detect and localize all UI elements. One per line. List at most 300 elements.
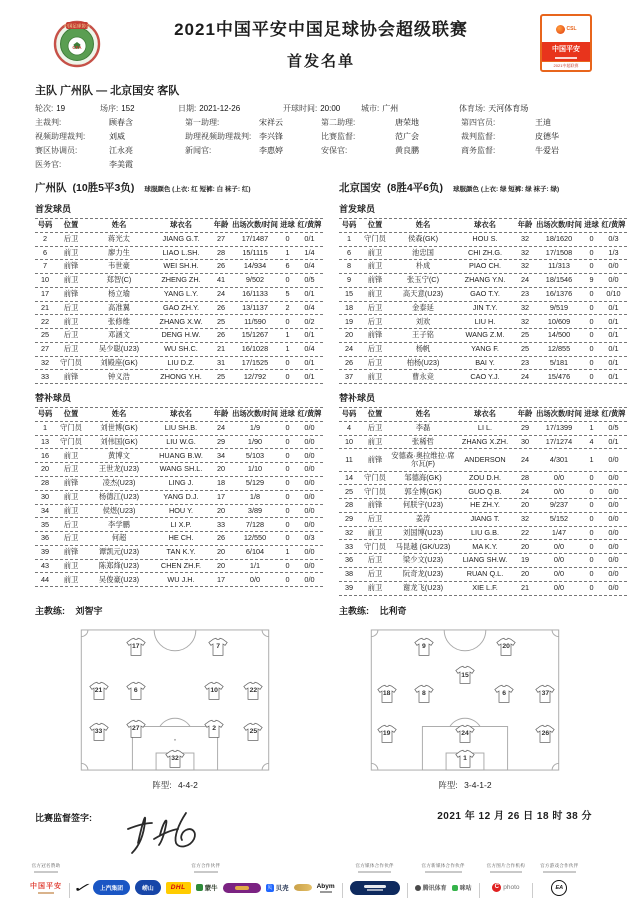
away-subs-table — [339, 407, 627, 595]
table-cell: 5/181 — [549, 357, 569, 367]
column-header: 号码 — [37, 220, 53, 230]
table-cell: 30 — [520, 436, 530, 446]
beike-logo: 贝 贝壳 — [266, 883, 289, 892]
table-cell: 李磊 — [415, 423, 431, 433]
table-cell: 韦世豪 — [108, 261, 130, 271]
table-cell: 0 — [589, 527, 594, 537]
table-cell: 0/4 — [304, 261, 315, 271]
table-cell: 0/0 — [608, 582, 619, 592]
table-cell: 0/3 — [304, 533, 315, 543]
table-cell: 守门员 — [364, 472, 386, 482]
table-cell: 14/934 — [243, 261, 267, 271]
table-cell: 5/152 — [549, 514, 569, 524]
info-pair — [321, 144, 461, 158]
jersey-icon — [165, 750, 185, 769]
info-label: 体育场: — [459, 104, 486, 113]
table-cell: 后卫 — [367, 344, 383, 354]
table-cell: 朴成 — [415, 261, 431, 271]
table-cell: 10 — [344, 436, 354, 446]
table-cell: 前锋 — [63, 289, 79, 299]
column-header: 号码 — [37, 409, 53, 419]
home-subs-table — [35, 407, 323, 587]
table-cell: 0 — [589, 302, 594, 312]
column-header: 进球 — [280, 220, 295, 230]
column-header: 年龄 — [213, 220, 229, 230]
table-cell: 14 — [344, 472, 354, 482]
signing-datetime: 2021 年 12 月 26 日 18 时 38 分 — [437, 810, 592, 822]
table-cell: 24 — [216, 423, 226, 433]
table-cell: 黄博文 — [108, 450, 130, 460]
table-cell: 0/3 — [608, 233, 619, 243]
table-cell: 后卫 — [63, 344, 79, 354]
table-cell: 26 — [216, 302, 226, 312]
info-value: 牛爱岩 — [535, 146, 559, 155]
info-value: 李惠婷 — [259, 146, 283, 155]
jersey-number: 2 — [212, 725, 217, 733]
table-cell: 前卫 — [367, 247, 383, 257]
table-row — [35, 505, 323, 519]
info-value: 王迪 — [535, 118, 551, 127]
table-cell: 0/0 — [608, 500, 619, 510]
sponsor-group — [77, 863, 335, 898]
table-cell: 32 — [520, 302, 530, 312]
table-cell: CAO Y.J. — [470, 371, 500, 381]
jersey-icon — [414, 637, 434, 656]
table-row — [339, 554, 627, 568]
jersey-number: 22 — [249, 687, 258, 695]
table-cell: LIANG SH.W. — [462, 555, 508, 565]
table-cell: 17/1399 — [545, 423, 573, 433]
info-value: 天河体育场 — [488, 104, 529, 113]
table-cell: 34 — [216, 450, 226, 460]
info-label: 轮次: — [35, 104, 54, 113]
table-cell: ZHANG Y.N. — [464, 275, 506, 285]
table-row — [35, 370, 323, 384]
away-formation-value: 3-4-1-2 — [464, 779, 492, 790]
table-cell: 守门员 — [60, 423, 82, 433]
info-label: 比赛监督: — [321, 132, 356, 141]
table-row — [35, 274, 323, 288]
home-kit-colors: 球服颜色 (上衣: 红 短裤: 白 袜子: 红) — [144, 186, 251, 193]
table-cell: ZHANG X.ZH. — [461, 436, 509, 446]
table-cell: 36 — [344, 555, 354, 565]
table-cell: HOU S. — [472, 233, 498, 243]
table-cell: WU SH.C. — [164, 344, 198, 354]
table-cell: 王世龙(U23) — [98, 464, 140, 474]
table-cell: 0 — [285, 491, 290, 501]
table-cell: 32 — [520, 233, 530, 243]
info-pair — [35, 116, 185, 130]
table-cell: ZHANG X.W. — [159, 316, 203, 326]
jersey-number: 18 — [382, 689, 391, 697]
table-cell: 0 — [589, 371, 594, 381]
table-cell: 0 — [589, 289, 594, 299]
table-cell: 31 — [216, 357, 226, 367]
column-header: 出场次数/时间 — [232, 409, 278, 419]
table-cell: YANG D.J. — [163, 491, 199, 501]
page-title: 2021中国平安中国足球协会超级联赛 — [174, 20, 468, 39]
jersey-icon — [414, 684, 434, 703]
table-cell: ZHONG Y.H. — [160, 371, 202, 381]
table-cell: ZHENG ZH. — [161, 275, 201, 285]
jersey-icon — [377, 684, 397, 703]
table-cell: 前锋 — [63, 547, 79, 557]
table-cell: 0 — [285, 275, 290, 285]
table-cell: 杨德江(U23) — [98, 491, 140, 501]
table-cell: WU J.H. — [167, 574, 195, 584]
info-label: 医务官: — [35, 160, 62, 169]
table-row — [35, 233, 323, 247]
table-cell: 0 — [589, 472, 594, 482]
table-cell: 后卫 — [367, 555, 383, 565]
info-label: 开球时间: — [283, 104, 318, 113]
table-row — [339, 329, 627, 343]
table-cell: 1/8 — [249, 491, 261, 501]
table-cell: 前卫 — [367, 371, 383, 381]
column-header: 球衣名 — [474, 409, 496, 419]
jersey-icon — [494, 684, 514, 703]
table-cell: 13 — [40, 436, 50, 446]
table-cell: 32 — [520, 514, 530, 524]
table-cell: 前卫 — [63, 560, 79, 570]
column-header: 号码 — [341, 409, 357, 419]
laoshan-logo: 崂山 — [135, 880, 161, 895]
table-cell: 22 — [40, 316, 50, 326]
table-row — [339, 422, 627, 436]
info-value: 广州 — [382, 104, 399, 113]
table-cell: 吴少聪(U23) — [98, 344, 140, 354]
table-row — [339, 436, 627, 450]
jersey-icon — [496, 637, 516, 656]
table-cell: 12/855 — [547, 344, 571, 354]
table-cell: 梁少文(U23) — [402, 555, 444, 565]
sponsor-strip — [0, 853, 640, 898]
table-cell: 0 — [285, 464, 290, 474]
column-header: 红/黄牌 — [601, 409, 626, 419]
sheet-header — [0, 0, 640, 72]
table-cell: 0 — [285, 371, 290, 381]
table-cell: 0/0 — [553, 486, 565, 496]
table-cell: 26 — [216, 330, 226, 340]
table-cell: 0/0 — [608, 514, 619, 524]
table-cell: 前卫 — [63, 450, 79, 460]
jersey-icon — [204, 682, 224, 701]
table-row — [35, 518, 323, 532]
info-pair — [35, 158, 185, 172]
table-row — [339, 274, 627, 288]
table-cell: 0 — [589, 261, 594, 271]
sponsor-logos-row — [350, 878, 400, 898]
table-cell: 24 — [520, 275, 530, 285]
table-cell: 谭凯元(U23) — [98, 547, 140, 557]
pingan-logo: 中国平安 — [30, 881, 62, 894]
table-cell: WANG Z.M. — [465, 330, 505, 340]
info-label: 日期: — [178, 104, 197, 113]
table-cell: 何朕宇(U23) — [402, 500, 444, 510]
table-cell: 0 — [589, 357, 594, 367]
table-cell: TAN K.Y. — [166, 547, 196, 557]
table-row — [35, 247, 323, 261]
jersey-number: 17 — [132, 643, 140, 651]
info-value: 李兴锋 — [259, 132, 283, 141]
table-cell: 0 — [589, 486, 594, 496]
table-cell: RUAN Q.L. — [466, 569, 504, 579]
badge-edition-text: 2021中超联赛 — [542, 61, 590, 70]
table-cell: 32 — [520, 316, 530, 326]
table-cell: 前锋 — [367, 275, 383, 285]
table-cell: 18 — [344, 302, 354, 312]
info-pair — [100, 102, 178, 116]
table-row — [35, 491, 323, 505]
table-cell: 0/1 — [608, 436, 619, 446]
table-cell: 0/0 — [304, 478, 315, 488]
column-header: 位置 — [367, 220, 383, 230]
info-pair — [461, 116, 605, 130]
table-cell: 0/0 — [608, 472, 619, 482]
sponsor-logos-row — [415, 878, 472, 898]
info-label: 新闻官: — [185, 146, 212, 155]
sponsor-group — [487, 863, 525, 898]
table-row — [35, 260, 323, 274]
sponsor-logos-row — [77, 878, 335, 898]
table-cell: 29 — [344, 514, 354, 524]
table-cell: 后卫 — [63, 519, 79, 529]
info-value: 皮德华 — [535, 132, 559, 141]
table-cell: 33 — [216, 519, 226, 529]
table-cell: 1 — [589, 423, 594, 433]
jersey-icon — [535, 684, 555, 703]
away-kit-colors: 球服颜色 (上衣: 绿 短裤: 绿 袜子: 绿) — [453, 186, 560, 193]
table-cell: 0 — [589, 330, 594, 340]
table-cell: 0/1 — [304, 233, 315, 243]
column-header: 姓名 — [111, 409, 127, 419]
table-row — [339, 302, 627, 316]
table-row — [35, 573, 323, 587]
table-cell: 1/47 — [551, 527, 567, 537]
table-cell: 24 — [344, 344, 354, 354]
table-cell: 张修维 — [108, 316, 130, 326]
table-cell: 前锋 — [367, 330, 383, 340]
jersey-icon — [243, 682, 263, 701]
table-cell: 4/301 — [549, 454, 569, 464]
table-cell: 25 — [520, 344, 530, 354]
csl-ball-icon: CSL — [542, 16, 590, 42]
table-cell: 33 — [344, 541, 354, 551]
table-row — [35, 436, 323, 450]
table-cell: 郭全博(GK) — [404, 486, 442, 496]
info-value: 宋祥云 — [259, 118, 283, 127]
table-header-row — [339, 218, 627, 233]
table-cell: 28 — [216, 247, 226, 257]
table-cell: 16/1028 — [241, 344, 269, 354]
info-row — [35, 130, 605, 144]
table-cell: 1 — [285, 330, 290, 340]
jersey-icon — [204, 720, 224, 739]
table-cell: 21 — [520, 582, 530, 592]
table-header-row — [35, 218, 323, 233]
ea-sports-logo: EA — [551, 880, 567, 896]
table-cell: 25 — [216, 371, 226, 381]
table-cell: 0 — [285, 233, 290, 243]
table-cell: 前锋 — [63, 478, 79, 488]
column-header: 红/黄牌 — [297, 220, 322, 230]
table-cell: 后卫 — [367, 514, 383, 524]
table-cell: 29 — [520, 423, 530, 433]
table-cell: 金泰延 — [412, 302, 434, 312]
table-cell: 37 — [344, 371, 354, 381]
table-cell: 0/4 — [304, 302, 315, 312]
table-cell: 24 — [520, 371, 530, 381]
column-header: 号码 — [341, 220, 357, 230]
jersey-icon — [126, 720, 146, 739]
table-cell: 0 — [589, 316, 594, 326]
table-cell: 郑智(C) — [106, 275, 132, 285]
table-cell: 27 — [216, 233, 226, 243]
table-cell: 12/550 — [243, 533, 267, 543]
table-cell: LING J. — [168, 478, 194, 488]
table-cell: 前卫 — [367, 289, 383, 299]
table-cell: CHI ZH.G. — [467, 247, 503, 257]
away-subs-label: 替补球员 — [339, 393, 376, 404]
nike-swoosh-icon — [77, 880, 88, 896]
table-cell: 4 — [346, 423, 352, 433]
table-cell: 19 — [520, 555, 530, 565]
table-row — [339, 582, 627, 596]
table-cell: 1 — [285, 344, 290, 354]
table-cell: 0/0 — [608, 527, 619, 537]
info-pair — [321, 116, 461, 130]
table-cell: 0 — [589, 344, 594, 354]
table-cell: 前锋 — [63, 261, 79, 271]
info-row — [35, 144, 605, 158]
jersey-icon — [89, 682, 109, 701]
table-cell: MA K.Y. — [472, 541, 498, 551]
table-row — [35, 315, 323, 329]
home-pitch-diagram — [77, 629, 273, 771]
sponsor-separator — [342, 883, 343, 898]
away-formation-label: 阵型: — [438, 779, 458, 790]
table-row — [339, 527, 627, 541]
table-cell: 0/0 — [304, 491, 315, 501]
table-cell: 0/1 — [304, 289, 315, 299]
table-cell: LIU W.G. — [166, 436, 196, 446]
info-pair — [361, 102, 459, 116]
table-cell: 17/1274 — [545, 436, 573, 446]
table-cell: 1 — [42, 423, 48, 433]
table-cell: 0 — [285, 560, 290, 570]
table-cell: 0/1 — [608, 330, 619, 340]
table-cell: LIU G.B. — [471, 527, 499, 537]
jersey-icon — [535, 724, 555, 743]
table-header-row — [339, 407, 627, 422]
away-formation — [320, 629, 610, 791]
jersey-number: 15 — [461, 671, 469, 679]
table-cell: 41 — [216, 275, 226, 285]
table-cell: 0 — [589, 233, 594, 243]
table-cell: 0/1 — [608, 371, 619, 381]
table-cell: 12/792 — [243, 371, 267, 381]
table-cell: HUANG B.W. — [159, 450, 203, 460]
table-row — [35, 422, 323, 436]
table-cell: 20 — [216, 560, 226, 570]
lineup-tables — [0, 172, 640, 617]
match-info — [0, 100, 640, 172]
table-cell: 0/0 — [608, 486, 619, 496]
table-row — [35, 329, 323, 343]
table-cell: 后卫 — [367, 423, 383, 433]
table-cell: LIU H. — [474, 316, 496, 326]
info-value: 152 — [121, 104, 135, 113]
column-header: 进球 — [584, 220, 599, 230]
table-cell: 32 — [344, 527, 354, 537]
sponsor-group-label: 官方合作伙伴 — [191, 863, 220, 873]
jersey-icon — [208, 637, 228, 656]
info-value: 顾春含 — [109, 118, 133, 127]
sponsor-group-label: 官方冠名赞助 — [32, 863, 61, 873]
away-starters-label: 首发球员 — [339, 204, 376, 214]
table-cell: 14/500 — [547, 330, 571, 340]
sponsor-logos-row — [492, 878, 519, 898]
table-cell: JIANG T. — [470, 514, 500, 524]
away-pitch-diagram — [367, 629, 563, 771]
table-cell: 6/104 — [245, 547, 265, 557]
gold-script-logo — [294, 884, 312, 891]
formation-diagrams — [0, 617, 640, 791]
table-cell: 22 — [520, 527, 530, 537]
table-cell: 0 — [589, 514, 594, 524]
table-row — [339, 513, 627, 527]
info-label: 城市: — [361, 104, 380, 113]
sponsor-group — [350, 863, 400, 898]
table-row — [339, 247, 627, 261]
info-label: 赛区协调员: — [35, 146, 78, 155]
table-cell: 11/590 — [244, 316, 266, 326]
table-cell: 9/519 — [549, 302, 569, 312]
table-cell: 后卫 — [367, 569, 383, 579]
table-cell: 0/1 — [608, 302, 619, 312]
info-row — [35, 116, 605, 130]
jersey-icon — [89, 723, 109, 742]
column-header: 姓名 — [111, 220, 127, 230]
table-row — [35, 302, 323, 316]
sponsor-group-label: 官方媒体合作伙伴 — [355, 863, 393, 873]
home-formation-label: 阵型: — [152, 779, 172, 790]
table-cell: 26 — [216, 533, 226, 543]
jersey-number: 6 — [133, 687, 138, 695]
info-label: 视频助理裁判: — [35, 132, 86, 141]
table-cell: 刘国博(U23) — [402, 527, 444, 537]
table-cell: LI X.P. — [170, 519, 192, 529]
table-cell: 前卫 — [367, 436, 383, 446]
sponsor-group — [415, 863, 472, 898]
column-header: 红/黄牌 — [601, 220, 626, 230]
table-cell: 18/1546 — [545, 275, 573, 285]
table-cell: 1 — [285, 547, 290, 557]
column-header: 位置 — [367, 409, 383, 419]
table-cell: 13/1137 — [242, 302, 268, 312]
table-cell: 0/0 — [304, 436, 315, 446]
table-row — [339, 568, 627, 582]
info-value: 李美霞 — [109, 160, 133, 169]
away-team-record: (8胜4平6负) — [387, 182, 444, 194]
table-cell: 0/0 — [553, 472, 565, 482]
table-cell: 吴俊豪(U23) — [98, 574, 140, 584]
table-row — [35, 463, 323, 477]
sponsor-group — [540, 863, 578, 898]
table-cell: 28 — [40, 478, 50, 488]
column-header: 出场次数/时间 — [536, 409, 582, 419]
away-starters-table — [339, 218, 627, 384]
